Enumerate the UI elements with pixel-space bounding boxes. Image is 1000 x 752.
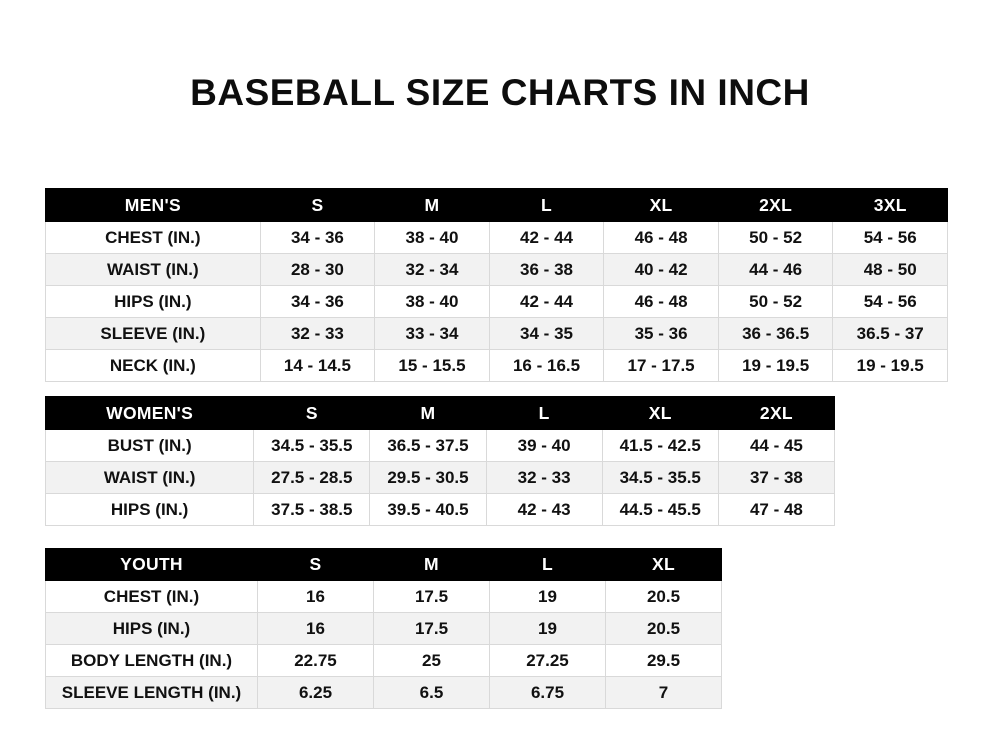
table-row — [46, 677, 722, 709]
table-cell: 50 - 52 — [718, 222, 833, 254]
column-header: WOMEN'S — [46, 397, 254, 430]
table-cell: 15 - 15.5 — [375, 350, 490, 382]
table-row — [46, 494, 835, 526]
table-row — [46, 222, 948, 254]
table-cell: 17.5 — [374, 581, 490, 613]
table-header-row — [46, 397, 835, 430]
table-cell: 37 - 38 — [718, 462, 834, 494]
row-label: WAIST (IN.) — [46, 462, 254, 494]
table-cell: 47 - 48 — [718, 494, 834, 526]
table-cell: 16 — [258, 581, 374, 613]
table-cell: 35 - 36 — [604, 318, 719, 350]
table-row — [46, 350, 948, 382]
column-header: M — [370, 397, 486, 430]
table-row — [46, 318, 948, 350]
table-row — [46, 430, 835, 462]
table-cell: 33 - 34 — [375, 318, 490, 350]
table-cell: 39 - 40 — [486, 430, 602, 462]
column-header: YOUTH — [46, 549, 258, 581]
column-header: 2XL — [718, 189, 833, 222]
table-cell: 25 — [374, 645, 490, 677]
table-cell: 36 - 38 — [489, 254, 604, 286]
table-row — [46, 286, 948, 318]
table-row — [46, 645, 722, 677]
row-label: HIPS (IN.) — [46, 613, 258, 645]
table-cell: 41.5 - 42.5 — [602, 430, 718, 462]
table-cell: 46 - 48 — [604, 222, 719, 254]
row-label: NECK (IN.) — [46, 350, 261, 382]
table-row — [46, 254, 948, 286]
column-header: S — [260, 189, 375, 222]
column-header: L — [489, 189, 604, 222]
table-cell: 29.5 - 30.5 — [370, 462, 486, 494]
table-cell: 32 - 34 — [375, 254, 490, 286]
table-cell: 36.5 - 37.5 — [370, 430, 486, 462]
table-cell: 44 - 45 — [718, 430, 834, 462]
page-title: BASEBALL SIZE CHARTS IN INCH — [190, 72, 810, 113]
table-row — [46, 613, 722, 645]
row-label: WAIST (IN.) — [46, 254, 261, 286]
table-cell: 16 — [258, 613, 374, 645]
column-header: S — [254, 397, 370, 430]
column-header: S — [258, 549, 374, 581]
row-label: HIPS (IN.) — [46, 494, 254, 526]
table-cell: 32 - 33 — [486, 462, 602, 494]
column-header: 3XL — [833, 189, 948, 222]
table-cell: 44.5 - 45.5 — [602, 494, 718, 526]
table-cell: 27.5 - 28.5 — [254, 462, 370, 494]
column-header: XL — [606, 549, 722, 581]
table-cell: 6.75 — [490, 677, 606, 709]
table-cell: 20.5 — [606, 613, 722, 645]
table-cell: 38 - 40 — [375, 286, 490, 318]
table-cell: 54 - 56 — [833, 286, 948, 318]
row-label: HIPS (IN.) — [46, 286, 261, 318]
womens-size-table — [45, 396, 835, 526]
table-cell: 42 - 43 — [486, 494, 602, 526]
table-cell: 42 - 44 — [489, 286, 604, 318]
column-header: L — [486, 397, 602, 430]
column-header: L — [490, 549, 606, 581]
row-label: BUST (IN.) — [46, 430, 254, 462]
table-cell: 36.5 - 37 — [833, 318, 948, 350]
table-cell: 17 - 17.5 — [604, 350, 719, 382]
table-cell: 44 - 46 — [718, 254, 833, 286]
table-cell: 22.75 — [258, 645, 374, 677]
table-cell: 19 — [490, 613, 606, 645]
table-cell: 34 - 36 — [260, 222, 375, 254]
row-label: CHEST (IN.) — [46, 581, 258, 613]
table-cell: 34 - 35 — [489, 318, 604, 350]
table-cell: 20.5 — [606, 581, 722, 613]
row-label: BODY LENGTH (IN.) — [46, 645, 258, 677]
table-cell: 7 — [606, 677, 722, 709]
table-cell: 48 - 50 — [833, 254, 948, 286]
table-cell: 6.5 — [374, 677, 490, 709]
table-row — [46, 462, 835, 494]
column-header: M — [374, 549, 490, 581]
table-cell: 50 - 52 — [718, 286, 833, 318]
column-header: XL — [604, 189, 719, 222]
table-cell: 19 - 19.5 — [833, 350, 948, 382]
table-cell: 6.25 — [258, 677, 374, 709]
table-cell: 34.5 - 35.5 — [602, 462, 718, 494]
row-label: SLEEVE LENGTH (IN.) — [46, 677, 258, 709]
table-cell: 32 - 33 — [260, 318, 375, 350]
table-cell: 17.5 — [374, 613, 490, 645]
row-label: CHEST (IN.) — [46, 222, 261, 254]
table-cell: 46 - 48 — [604, 286, 719, 318]
table-row — [46, 581, 722, 613]
table-cell: 54 - 56 — [833, 222, 948, 254]
table-cell: 14 - 14.5 — [260, 350, 375, 382]
youth-size-table — [45, 548, 722, 709]
table-cell: 28 - 30 — [260, 254, 375, 286]
row-label: SLEEVE (IN.) — [46, 318, 261, 350]
table-cell: 29.5 — [606, 645, 722, 677]
table-cell: 39.5 - 40.5 — [370, 494, 486, 526]
table-cell: 19 - 19.5 — [718, 350, 833, 382]
column-header: XL — [602, 397, 718, 430]
table-cell: 38 - 40 — [375, 222, 490, 254]
table-cell: 34.5 - 35.5 — [254, 430, 370, 462]
table-cell: 16 - 16.5 — [489, 350, 604, 382]
table-cell: 27.25 — [490, 645, 606, 677]
table-cell: 36 - 36.5 — [718, 318, 833, 350]
mens-size-table — [45, 188, 948, 382]
table-cell: 40 - 42 — [604, 254, 719, 286]
column-header: M — [375, 189, 490, 222]
column-header: 2XL — [718, 397, 834, 430]
table-cell: 42 - 44 — [489, 222, 604, 254]
table-cell: 19 — [490, 581, 606, 613]
table-cell: 37.5 - 38.5 — [254, 494, 370, 526]
table-header-row — [46, 549, 722, 581]
table-header-row — [46, 189, 948, 222]
column-header: MEN'S — [46, 189, 261, 222]
table-cell: 34 - 36 — [260, 286, 375, 318]
